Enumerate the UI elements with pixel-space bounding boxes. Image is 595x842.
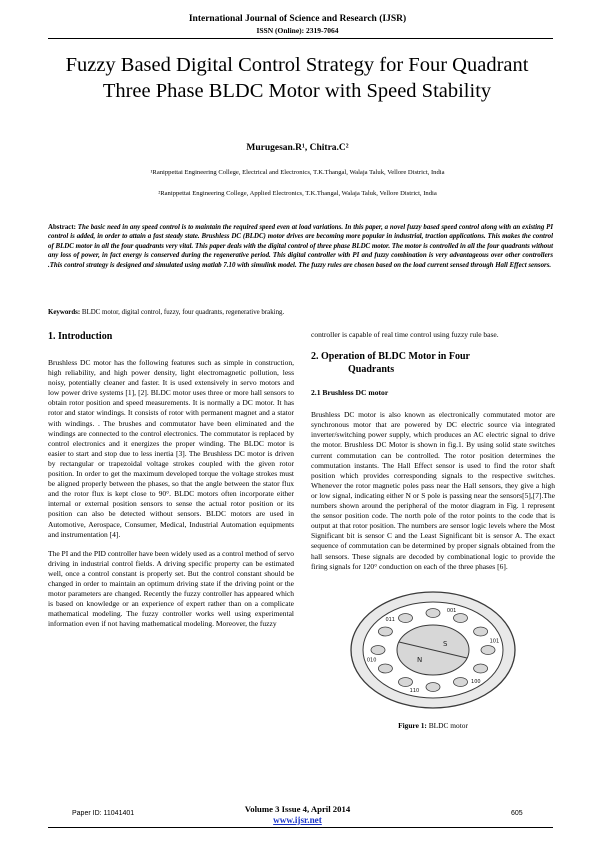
paper-authors: Murugesan.R¹, Chitra.C² bbox=[246, 143, 349, 153]
stator-tooth bbox=[474, 664, 488, 673]
intro-paragraph-2: The PI and the PID controller have been widely used as a control method of servo driving in industrial control fields. A driving specific property can be estimated well, once a control constant is properly set. But the control constant should be changed in order to maintain an optimum driving state if the driving point or the motor parameters are changed. Recently the fuzzy controller has appeared which is based on knowledge or an experience of expert rather than on a complicate mathematical modeling. The fuzzy controller works well using experimental information even if not having mathematical modeling. Moreover, the fuzzy bbox=[48, 548, 294, 629]
subsection-heading-bldc: 2.1 Brushless DC motor bbox=[311, 388, 389, 398]
abstract-label: Abstract: bbox=[48, 224, 76, 231]
right-column bbox=[311, 330, 555, 731]
section-heading-operation-line2: Quadrants bbox=[348, 364, 395, 376]
footer-page-number: 605 bbox=[511, 810, 523, 817]
paper-title: Fuzzy Based Digital Control Strategy for Four Quadrant Three Phase BLDC Motor with Speed Stability bbox=[65, 54, 529, 102]
figure-1 bbox=[311, 581, 555, 719]
footer-volume: Volume 3 Issue 4, April 2014 bbox=[244, 804, 351, 814]
keywords-label: Keywords: bbox=[48, 309, 81, 316]
journal-name: International Journal of Science and Research (IJSR) bbox=[188, 14, 407, 24]
figure-1-caption-text: BLDC motor bbox=[426, 720, 468, 730]
sensor-code-label: 110 bbox=[409, 687, 420, 694]
sensor-code-label: 011 bbox=[385, 616, 395, 623]
sensor-code-label: 010 bbox=[366, 656, 377, 663]
stator-tooth bbox=[426, 608, 440, 617]
header-rule bbox=[48, 38, 553, 39]
journal-issn: ISSN (Online): 2319-7064 bbox=[256, 26, 339, 35]
bldc-motor-diagram bbox=[311, 581, 555, 719]
footer-url-link[interactable]: www.ijsr.net bbox=[273, 815, 322, 825]
sensor-code-label: 001 bbox=[446, 607, 457, 614]
section-heading-introduction: 1. Introduction bbox=[48, 331, 113, 342]
stator-tooth bbox=[426, 682, 440, 691]
stator-tooth bbox=[481, 645, 495, 654]
bldc-paragraph: Brushless DC motor is also known as electronically commutated motor are synchronous motor that are powered by DC electric source via integrated inverter/switching power supply, which produces an AC electric signal to drive the motor. Brushless DC Motor is shown in fig.1. By using solid state switches current commutation can be controlled. The rotor position determines the commutation instants. The Hall Effect sensor is used to find the rotor shaft position which provides corresponding signals to the respective switches. Whenever the rotor magnetic poles pass near the Hall sensors, they give a high or low signal, indicating either N or S pole is passing near the sensors[5],[7].The numbers shown around the peripheral of the motor diagram in Fig. 1 represent the sensor position code. The north pole of the rotor points to the code that is output at that rotor position. The numbers are sensor logic levels where the Most Significant bit is sensor C and the Least Significant bit is sensor A. The exact sequence of commutation can be determined by proper signals obtained from the hall sensors. These signals are decoded by combinational logic to provide the firing signals for 120° conduction on each of the three phases [6]. bbox=[311, 410, 555, 571]
stator-tooth bbox=[378, 664, 392, 673]
stator-tooth bbox=[378, 627, 392, 636]
intro-paragraph-2-continued: controller is capable of real time control using fuzzy rule base. bbox=[311, 330, 499, 339]
stator-tooth bbox=[474, 627, 488, 636]
figure-1-label: Figure 1: bbox=[398, 720, 427, 730]
rotor-north-label: N bbox=[417, 655, 423, 664]
footer-url-wrap bbox=[0, 815, 595, 825]
sensor-code-label: 101 bbox=[489, 638, 500, 645]
section-heading-operation-line1: 2. Operation of BLDC Motor in Four bbox=[311, 351, 470, 363]
stator-tooth bbox=[454, 677, 468, 686]
affiliation-1: ¹Ranippettai Engineering College, Electrical and Electronics, T.K.Thangal, Walaja Taluk, Vellore District, India bbox=[150, 169, 445, 176]
abstract bbox=[48, 223, 553, 270]
sensor-code-label: 100 bbox=[471, 678, 481, 685]
left-column bbox=[48, 330, 294, 638]
keywords bbox=[48, 308, 553, 317]
stator-tooth bbox=[454, 613, 468, 622]
footer-paper-id: Paper ID: 11041401 bbox=[72, 810, 135, 817]
section-heading-operation bbox=[311, 350, 555, 376]
stator-tooth bbox=[399, 677, 413, 686]
rotor-south-label: S bbox=[443, 639, 448, 648]
abstract-text: The basic need in any speed control is to maintain the required speed even at load variations. In this paper, a novel fuzzy based speed control along with an existing PI control is added, in order to attain a fast steady state. Brushless DC (BLDC) motor drives are becoming more popular in industrial, traction applications. This makes the control of BLDC motor in all the four quadrants very vital. This paper deals with the digital control of three phase BLDC motor. The motor is controlled in all the four quadrants without any loss of power, in fact energy is conserved during the regenerative period. This digital controller with PI and fuzzy combination is very advantageous over other controllers .This control strategy is designed and simulated using matlab 7.10 with simulink model. The fuzzy rules are chosen based on the load current sensed through Hall Effect sensors. bbox=[48, 224, 553, 269]
stator-tooth bbox=[371, 645, 385, 654]
affiliation-2: ²Ranippettai Engineering College, Applied Electronics, T.K.Thangal, Walaja Taluk, Vellore District, India bbox=[158, 190, 437, 197]
footer-rule bbox=[48, 827, 553, 828]
stator-tooth bbox=[399, 613, 413, 622]
figure-1-caption bbox=[311, 721, 555, 731]
intro-paragraph-1: Brushless DC motor has the following features such as simple in construction, high reliability, and high power density, light electromagnetic pollution, less noisy, potentially cleaner and faster. It is used extensively in servo motors and low power drive systems [1], [2]. BLDC motor uses three or more hall sensors to obtain rotor position and speed measurements. It is normally a DC motor. It has rotor and stator windings. It consists of rotor with permanent magnet and a stator with windings. . The brushes and commutator have been eliminated and the windings are connected to the control electronics. The commutator is replaced by control electronics and it energizes the proper winding. The BLDC motor is easier to start and stop due to less inertia [3]. The Brushless DC motor is driven by rectangular or trapezoidal voltage strokes coupled with the given rotor position. In order to get the maximum developed torque the voltage strokes must be aligned properly between the phases, so that the angle between the stator flux and the rotor flux is kept close to 90°. BLDC motors often incorporate either internal or external position sensors to sense the actual rotor position or its position can also be detected without sensors. BLDC motors are used in Automotive, Aerospace, Consumer, Medical, Industrial Automation equipments and instrumentation [4]. bbox=[48, 358, 294, 539]
keywords-text: BLDC motor, digital control, fuzzy, four quadrants, regenerative braking. bbox=[81, 309, 285, 316]
